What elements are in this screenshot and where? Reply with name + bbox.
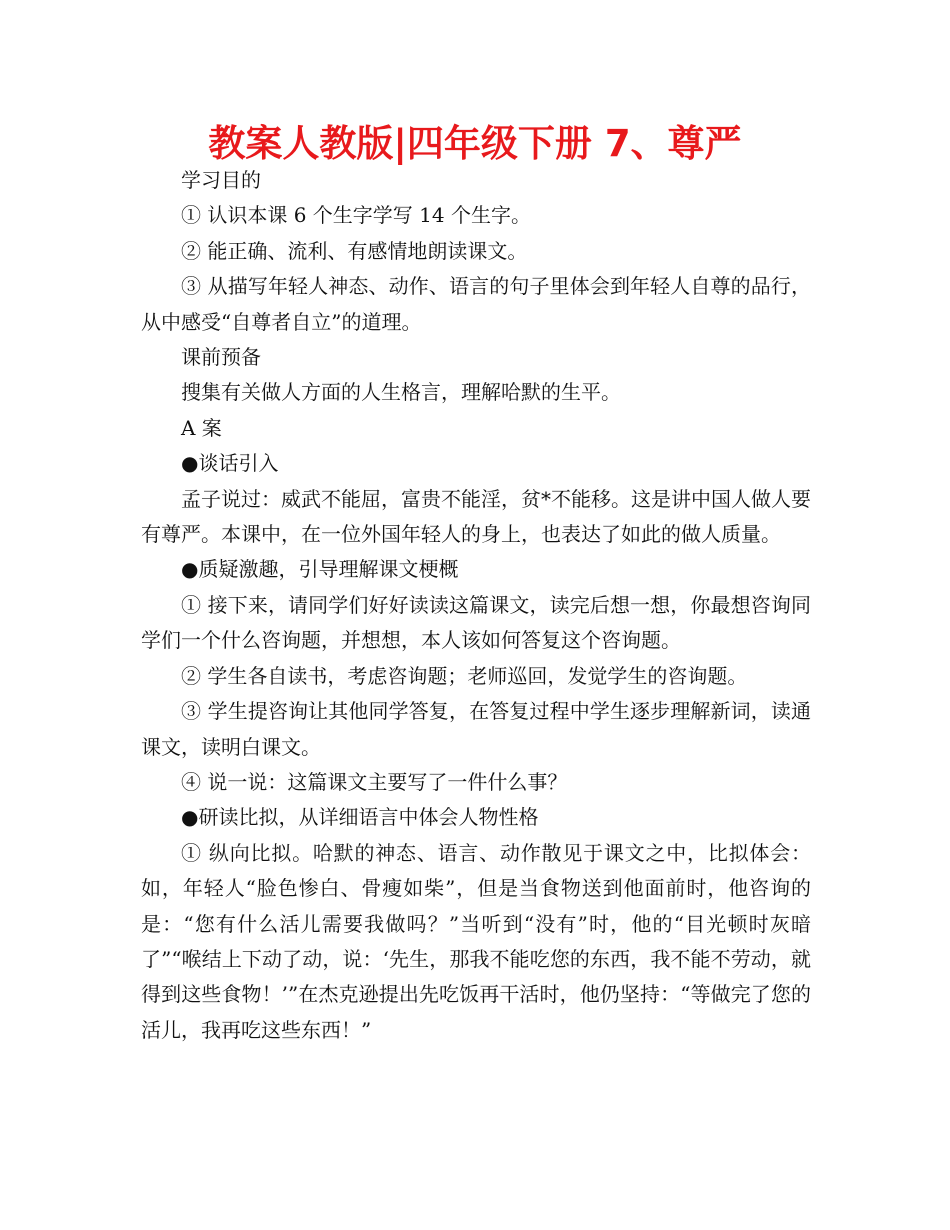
paragraph: ●质疑激趣，引导理解课文梗概: [181, 557, 459, 582]
paragraph: 搜集有关做人方面的人生格言，理解哈默的生平。: [181, 380, 621, 405]
paragraph: 学习目的: [181, 168, 261, 192]
paragraph: ●谈话引入: [181, 451, 279, 476]
paragraph: ③ 学生提咨询让其他同学答复，在答复过程中学生逐步理解新词，读通课文，读明白课文。: [141, 699, 811, 759]
paragraph: ② 能正确、流利、有感情地朗读课文。: [181, 238, 528, 263]
paragraph: ④ 说一说：这篇课文主要写了一件什么事？: [181, 769, 568, 794]
paragraph: ① 纵向比拟。哈默的神态、语言、动作散见于课文之中，比拟体会：如，年轻人“脸色惨白、骨瘦如柴”，但是当食物送到他面前时，他咨询的是：“您有什么活儿需要我做吗？”当听到“没有”时，他的“目光顿时灰暗了”“喉结上下动了动，说：‘先生，那我不能吃您的东西，我不能不劳动，就得到这些食物！’”在杰克逊提出先吃饭再干活时，他仍坚持：“等做完了您的活儿，我再吃这些东西！”: [141, 840, 811, 1042]
paragraph: ●研读比拟，从详细语言中体会人物性格: [181, 805, 539, 830]
paragraph: 课前预备: [181, 345, 261, 370]
paragraph: ① 认识本课 6 个生字学写 14 个生字。: [181, 203, 531, 228]
paragraph: A 案: [181, 415, 222, 440]
paragraph: 孟子说过：威武不能屈，富贵不能淫，贫*不能移。这是讲中国人做人要有尊严。本课中，在一位外国年轻人的身上，也表达了如此的做人质量。: [141, 486, 811, 547]
paragraph: ② 学生各自读书，考虑咨询题；老师巡回，发觉学生的咨询题。: [181, 663, 748, 688]
paragraph: ③ 从描写年轻人神态、动作、语言的句子里体会到年轻人自尊的品行，从中感受“自尊者自立”的道理。: [141, 274, 811, 334]
paragraph: ① 接下来，请同学们好好读读这篇课文，读完后想一想，你最想咨询同学们一个什么咨询题，并想想，本人该如何答复这个咨询题。: [141, 592, 811, 653]
document-title: 教案人教版|四年级下册 7、尊严: [208, 122, 742, 165]
document-body: [141, 163, 811, 1048]
